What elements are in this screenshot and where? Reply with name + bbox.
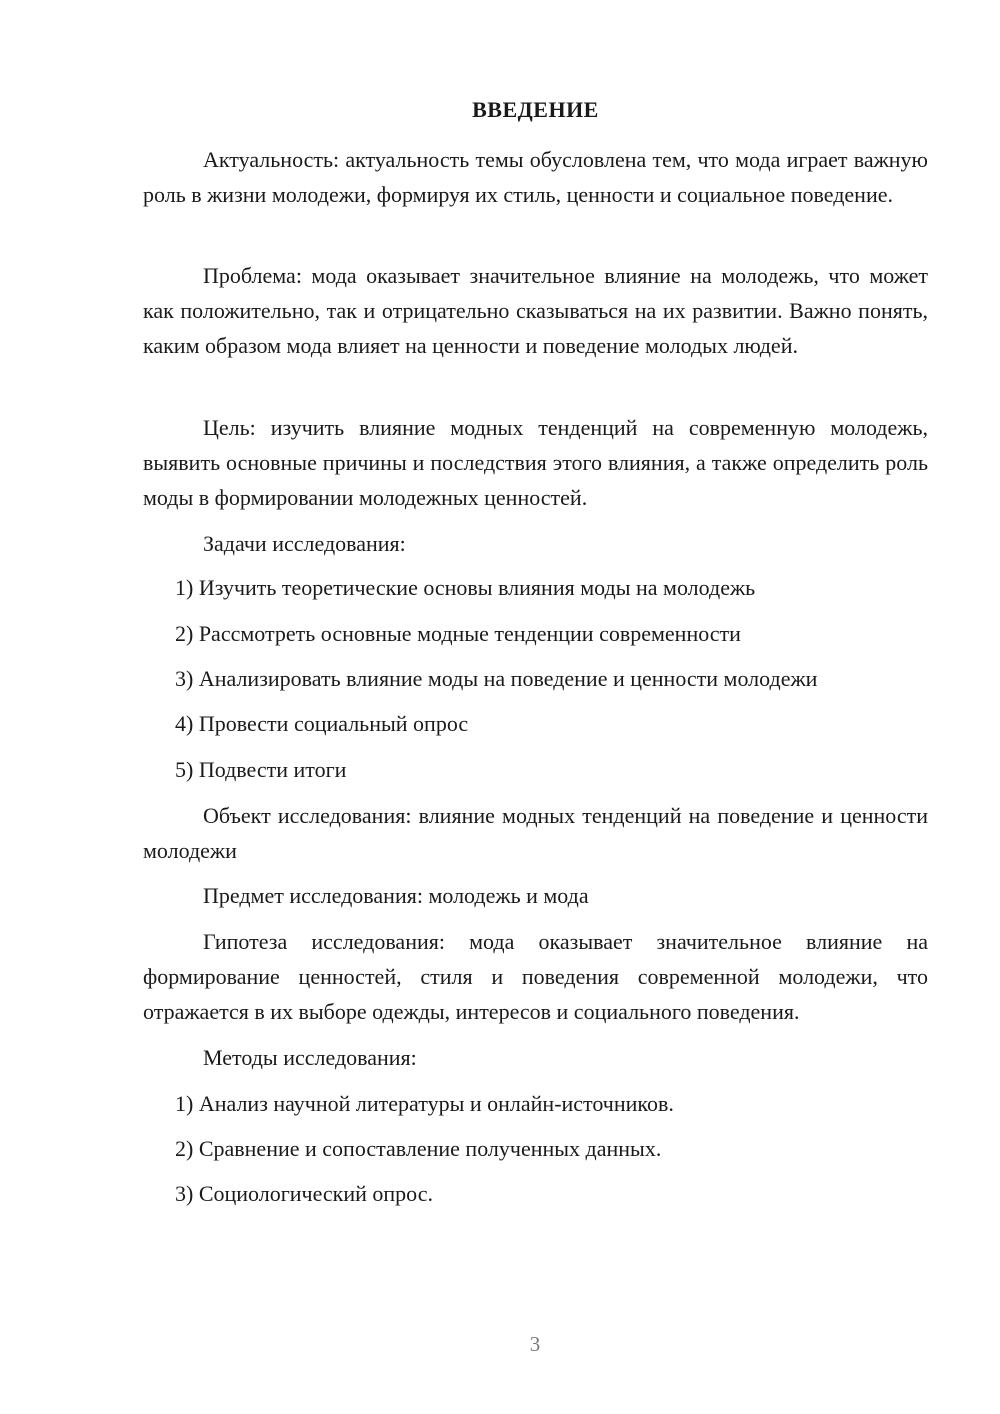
tasks-heading: Задачи исследования: <box>203 531 406 556</box>
page-number: 3 <box>529 1332 541 1356</box>
section-title: ВВЕДЕНИЕ <box>472 97 599 122</box>
hypothesis-paragraph: Гипотеза исследования: мода оказывает значительное влияние на формирование ценностей, стиля и поведения современной молодежи, что отражается в их выборе одежды, интересов и социального поведения. <box>143 929 928 1024</box>
task-item: 1) Изучить теоретические основы влияния моды на молодежь <box>175 575 756 600</box>
method-item: 1) Анализ научной литературы и онлайн-источников. <box>175 1091 674 1116</box>
object-paragraph: Объект исследования: влияние модных тенденций на поведение и ценности молодежи <box>143 803 928 863</box>
methods-heading: Методы исследования: <box>203 1045 417 1070</box>
method-item: 3) Социологический опрос. <box>175 1181 433 1206</box>
task-item: 5) Подвести итоги <box>175 757 347 782</box>
task-item: 2) Рассмотреть основные модные тенденции современности <box>175 621 741 646</box>
task-item: 4) Провести социальный опрос <box>175 711 469 736</box>
problem-paragraph: Проблема: мода оказывает значительное влияние на молодежь, что может как положительно, так и отрицательно сказываться на их развитии. Важно понять, каким образом мода влияет на ценности и поведение молодых людей. <box>143 263 928 358</box>
task-item: 3) Анализировать влияние моды на поведение и ценности молодежи <box>175 666 818 691</box>
method-item: 2) Сравнение и сопоставление полученных данных. <box>175 1136 662 1161</box>
goal-paragraph: Цель: изучить влияние модных тенденций на современную молодежь, выявить основные причины и последствия этого влияния, а также определить роль моды в формировании молодежных ценностей. <box>143 415 928 510</box>
subject-line: Предмет исследования: молодежь и мода <box>203 883 589 908</box>
relevance-paragraph: Актуальность: актуальность темы обусловлена тем, что мода играет важную роль в жизни молодежи, формируя их стиль, ценности и социальное поведение. <box>143 147 928 207</box>
